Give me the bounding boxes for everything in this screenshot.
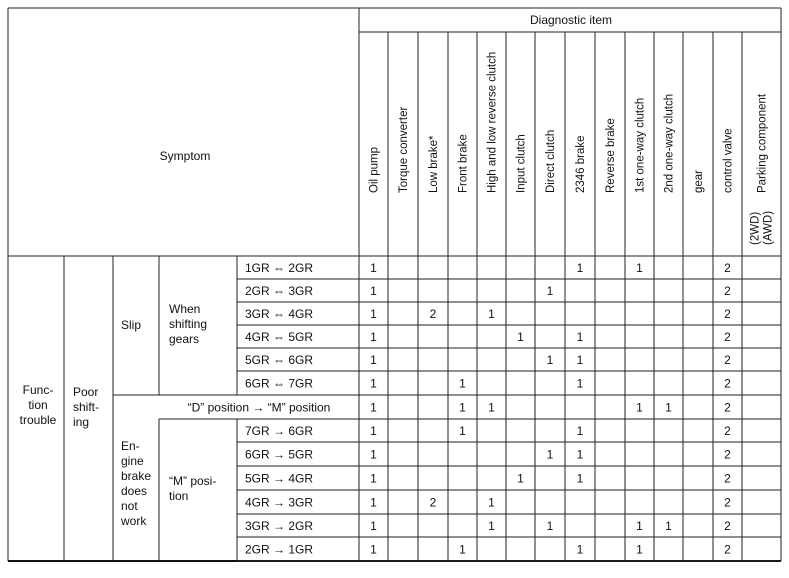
table-cell-value: 2 (429, 495, 437, 510)
column-header: 2nd one-way clutch (663, 93, 676, 193)
table-cell-value: 1 (370, 307, 377, 321)
table-cell-value: 1 (488, 400, 495, 415)
table-cell-value: 1 (546, 284, 554, 298)
table-cell-value: 2 (724, 400, 731, 415)
table-cell-value: 1 (636, 519, 643, 533)
table-cell-value: 1 (636, 400, 643, 415)
table-cell-value: 1 (370, 284, 377, 298)
table-cell-value: 1 (546, 519, 554, 533)
column-header: High and low reverse clutch (486, 51, 499, 193)
table-cell-value: 1 (370, 330, 377, 344)
row-label: 6GR ⇔ 7GR (245, 376, 314, 391)
table-cell-value: 2 (724, 471, 731, 486)
table-cell-value: 1 (576, 471, 584, 486)
column-header: gear (693, 169, 705, 193)
diagnostic-item-header: Diagnostic item (529, 13, 613, 27)
table-cell-value: 1 (636, 261, 643, 275)
table-cell-value: 1 (370, 261, 377, 275)
row-label: 3GR → 2GR (245, 519, 314, 533)
table-cell-value: 1 (517, 330, 524, 344)
table-cell-value: 1 (665, 519, 672, 533)
column-header: Oil pump (368, 146, 381, 193)
table-cell-value: 1 (576, 542, 584, 557)
table-cell-value: 1 (459, 542, 466, 557)
column-header: Direct clutch (545, 129, 557, 193)
symptom-engine-brake-not-work: En-gine brake does not work (121, 439, 152, 528)
row-label: 3GR ⇔ 4GR (245, 307, 314, 321)
table-cell-value: 1 (488, 495, 495, 510)
row-labels (188, 261, 331, 557)
symptom-slip: Slip (121, 318, 142, 332)
column-header: Low brake* (428, 135, 440, 193)
symptom-poor-shifting: Poor shift-ing (73, 385, 100, 429)
table-cell-value: 1 (370, 542, 377, 557)
table-cell-value: 2 (724, 261, 731, 275)
table-cell-value: 1 (459, 400, 466, 415)
column-header: 2346 brake (575, 135, 587, 193)
column-header: Input clutch (515, 134, 528, 193)
table-cell-value: 2 (724, 330, 731, 344)
table-cell-value: 1 (546, 353, 554, 367)
table-cell-value: 1 (488, 519, 495, 533)
table-cell-value: 1 (576, 261, 584, 275)
table-cell-value: 1 (370, 424, 377, 438)
symptom-groups (20, 302, 217, 528)
table-cell-value: 1 (370, 495, 377, 510)
table-cell-value: 1 (370, 471, 377, 486)
table-cell-value: 2 (724, 376, 731, 391)
symptom-header: Symptom (159, 149, 211, 163)
row-label: 2GR ⇔ 3GR (245, 284, 314, 298)
table-cell-value: 2 (724, 284, 731, 298)
row-label: 5GR → 4GR (245, 471, 314, 486)
column-subheader-2wd: (2WD) (749, 211, 762, 245)
table-cell-value: 2 (724, 447, 731, 462)
row-label: “D” position → “M” position (187, 400, 331, 415)
table-cells (370, 261, 731, 557)
table-cell-value: 1 (576, 424, 584, 438)
table-cell-value: 2 (724, 424, 731, 438)
table-cell-value: 1 (370, 353, 377, 367)
table-cell-value: 2 (724, 542, 731, 557)
table-cell-value: 1 (576, 330, 584, 344)
column-subheader-awd: (AWD) (762, 210, 775, 245)
symptom-m-position: “M” posi-tion (169, 474, 217, 503)
column-header: 1st one-way clutch (634, 97, 647, 193)
table-cell-value: 1 (665, 400, 672, 415)
symptom-when-shifting-gears: When shifting gears (169, 302, 208, 346)
row-label: 2GR → 1GR (245, 542, 314, 557)
column-headers (369, 52, 775, 245)
column-header: Torque converter (398, 106, 410, 193)
table-cell-value: 2 (724, 495, 731, 510)
table-cell-value: 2 (724, 353, 731, 367)
table-cell-value: 1 (576, 353, 584, 367)
table-cell-value: 1 (576, 376, 584, 391)
symptom-function-trouble: Func-tion trouble (19, 383, 57, 427)
table-cell-value: 1 (636, 542, 643, 557)
table-cell-value: 1 (576, 447, 584, 462)
table-cell-value: 1 (546, 447, 554, 462)
column-header: Parking component (756, 93, 769, 193)
table-cell-value: 1 (370, 519, 377, 533)
table-cell-value: 1 (370, 400, 377, 415)
row-label: 6GR → 5GR (245, 447, 314, 462)
table-cell-value: 1 (459, 424, 466, 438)
row-label: 5GR ⇔ 6GR (245, 353, 314, 367)
table-cell-value: 1 (370, 376, 377, 391)
row-label: 4GR → 3GR (245, 495, 314, 510)
table-cell-value: 2 (724, 519, 731, 533)
table-cell-value: 1 (488, 307, 495, 321)
column-header: Front brake (457, 134, 470, 193)
column-header: Reverse brake (605, 118, 617, 193)
table-cell-value: 1 (370, 447, 377, 462)
table-cell-value: 2 (429, 307, 437, 321)
table-cell-value: 1 (517, 471, 524, 486)
table-cell-value: 2 (724, 307, 731, 321)
row-label: 4GR ⇔ 5GR (245, 330, 314, 344)
row-label: 7GR → 6GR (245, 424, 314, 438)
column-header: control valve (722, 128, 735, 193)
table-cell-value: 1 (459, 376, 466, 391)
row-label: 1GR ⇔ 2GR (245, 261, 314, 275)
